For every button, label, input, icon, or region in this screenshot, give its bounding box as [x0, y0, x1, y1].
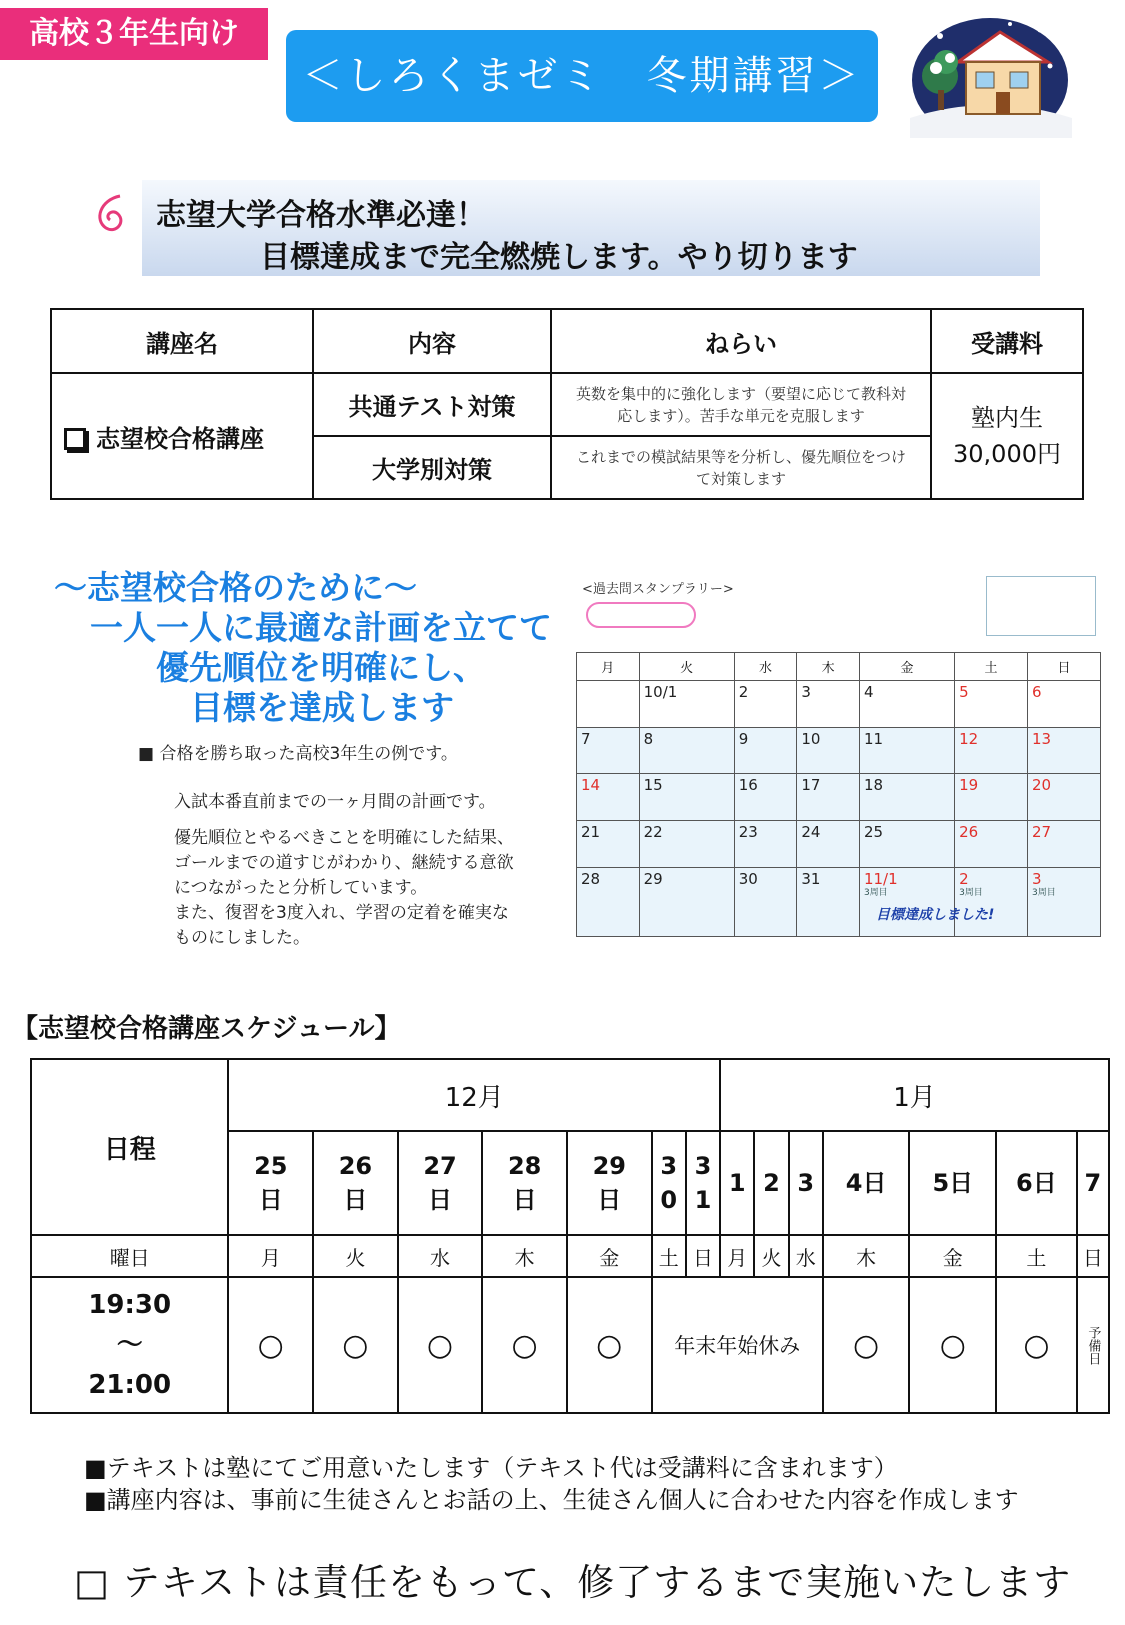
cal-day: 17: [797, 774, 860, 821]
slogan-line2: 目標達成まで完全燃焼します。やり切ります: [260, 240, 858, 275]
pitch-line4: 目標を達成します: [190, 688, 454, 727]
cal-day: 22: [639, 821, 734, 868]
cal-day: 3 3周目: [1028, 867, 1101, 936]
cal-day: 5: [955, 681, 1028, 728]
cal-day: 6: [1028, 681, 1101, 728]
snow-house-illustration: [900, 6, 1080, 138]
schedule-table: [30, 1058, 1110, 1414]
month-january: 1月: [720, 1059, 1109, 1131]
date-cell: 5日: [909, 1131, 996, 1235]
cal-weekday: 水: [734, 653, 797, 681]
cal-day: 2 3周目: [955, 867, 1028, 936]
example-bullet: ■ 合格を勝ち取った高校3年生の例です。: [138, 744, 458, 764]
cal-day: 20: [1028, 774, 1101, 821]
date-cell: 26 日: [313, 1131, 398, 1235]
cal-weekday: 日: [1028, 653, 1101, 681]
slogan-banner: [142, 180, 1040, 276]
weekday-cell: 水: [789, 1235, 823, 1277]
calendar-heading: <過去問スタンプラリー>: [582, 582, 734, 597]
cal-day: 15: [639, 774, 734, 821]
reserve-day-cell: 予備日: [1077, 1277, 1109, 1413]
holiday-cell: 年末年始休み: [652, 1277, 823, 1413]
session-mark: ○: [398, 1277, 483, 1413]
session-mark: ○: [996, 1277, 1077, 1413]
example-p1: 入試本番直前までの一ヶ月間の計画です。: [174, 792, 496, 812]
sticky-note: [986, 576, 1096, 636]
weekday-cell: 木: [823, 1235, 910, 1277]
content-university: 大学別対策: [313, 436, 551, 499]
handwritten-achievement: 目標達成しました!: [876, 907, 995, 923]
class-time: 19:30 ～ 21:00: [31, 1277, 228, 1413]
session-mark: ○: [823, 1277, 910, 1413]
session-mark: ○: [228, 1277, 313, 1413]
cal-day: 24: [797, 821, 860, 868]
date-cell: 7: [1077, 1131, 1109, 1235]
date-cell: 25 日: [228, 1131, 313, 1235]
cal-day: 14: [577, 774, 640, 821]
cal-weekday: 月: [577, 653, 640, 681]
course-name-cell: [51, 373, 313, 499]
date-cell: 3 0: [652, 1131, 686, 1235]
session-mark: ○: [313, 1277, 398, 1413]
cal-day: 21: [577, 821, 640, 868]
col-header-aim: ねらい: [551, 309, 931, 373]
date-cell: 28 日: [482, 1131, 567, 1235]
weekday-cell: 日: [686, 1235, 720, 1277]
pitch-line3: 優先順位を明確にし、: [156, 648, 486, 687]
weekday-cell: 金: [567, 1235, 652, 1277]
cal-day: 29: [639, 867, 734, 936]
month-december: 12月: [228, 1059, 720, 1131]
date-cell: 6日: [996, 1131, 1077, 1235]
fee-cell: [931, 373, 1083, 499]
weekday-cell: 火: [754, 1235, 788, 1277]
example-p2c: につながったと分析しています。: [174, 878, 428, 898]
example-p3b: ものにしました。: [174, 928, 310, 948]
weekday-cell: 月: [720, 1235, 754, 1277]
weekday-cell: 木: [482, 1235, 567, 1277]
session-mark: ○: [567, 1277, 652, 1413]
cal-day: 30: [734, 867, 797, 936]
date-cell: 3: [789, 1131, 823, 1235]
checkbox-icon: [64, 428, 86, 450]
fee-label: 塾内生: [971, 404, 1043, 432]
cal-day: 7: [577, 727, 640, 774]
cal-day: 10: [797, 727, 860, 774]
cal-day: 3: [797, 681, 860, 728]
session-mark: ○: [909, 1277, 996, 1413]
example-p2b: ゴールまでの道すじがわかり、継続する意欲: [174, 853, 514, 873]
cal-day: 9: [734, 727, 797, 774]
cal-day: [577, 681, 640, 728]
cal-day: 31: [797, 867, 860, 936]
weekday-cell: 水: [398, 1235, 483, 1277]
weekday-cell: 金: [909, 1235, 996, 1277]
slogan-line1: 志望大学合格水準必達！: [156, 198, 486, 233]
cal-day: 19: [955, 774, 1028, 821]
aim-common-test: 英数を集中的に強化します（要望に応じて教科対応します）。苦手な単元を克服します: [551, 373, 931, 436]
date-cell: 3 1: [686, 1131, 720, 1235]
cal-day: 12: [955, 727, 1028, 774]
weekday-cell: 日: [1077, 1235, 1109, 1277]
swirl-icon: [90, 190, 134, 234]
date-cell: 2: [754, 1131, 788, 1235]
weekday-cell: 土: [652, 1235, 686, 1277]
weekday-label: 曜日: [31, 1235, 228, 1277]
cal-weekday: 木: [797, 653, 860, 681]
cal-day: 4: [859, 681, 954, 728]
cal-day: 25: [859, 821, 954, 868]
cal-weekday: 金: [859, 653, 954, 681]
name-stamp-ovals: [586, 602, 696, 628]
course-name: 志望校合格講座: [96, 424, 264, 453]
example-p2a: 優先順位とやるべきことを明確にした結果、: [174, 828, 514, 848]
date-cell: 1: [720, 1131, 754, 1235]
grade-tag: 高校３年生向け: [0, 8, 268, 60]
pitch-line2: 一人一人に最適な計画を立てて: [90, 608, 552, 647]
course-table: [50, 308, 1084, 500]
content-common-test: 共通テスト対策: [313, 373, 551, 436]
aim-university: これまでの模試結果等を分析し、優先順位をつけて対策します: [551, 436, 931, 499]
calendar-header: [576, 572, 1101, 652]
cal-day: 11/1 3周目: [859, 867, 954, 936]
cal-day: 11: [859, 727, 954, 774]
cal-day: 13: [1028, 727, 1101, 774]
pitch-line1: ～志望校合格のために～: [54, 568, 417, 607]
cal-day: 10/1: [639, 681, 734, 728]
schedule-label: 日程: [31, 1059, 228, 1235]
cal-day: 23: [734, 821, 797, 868]
cal-weekday: 火: [639, 653, 734, 681]
weekday-cell: 月: [228, 1235, 313, 1277]
page-title: ＜しろくまゼミ 冬期講習＞: [286, 30, 878, 122]
cal-day: 16: [734, 774, 797, 821]
col-header-fee: 受講料: [931, 309, 1083, 373]
cal-day: 8: [639, 727, 734, 774]
footnote-2: ■講座内容は、事前に生徒さんとお話の上、生徒さん個人に合わせた内容を作成します: [84, 1486, 1019, 1514]
example-p3a: また、復習を3度入れ、学習の定着を確実な: [174, 903, 509, 923]
cal-day: 2: [734, 681, 797, 728]
session-mark: ○: [482, 1277, 567, 1413]
cal-day: 28: [577, 867, 640, 936]
schedule-title: 【志望校合格講座スケジュール】: [12, 1014, 401, 1044]
cal-day: 27: [1028, 821, 1101, 868]
study-calendar-image: [576, 572, 1101, 947]
promise-statement: □ テキストは責任をもって、修了するまで実施いたします: [74, 1561, 1072, 1604]
date-cell: 29 日: [567, 1131, 652, 1235]
date-cell: 27 日: [398, 1131, 483, 1235]
weekday-cell: 土: [996, 1235, 1077, 1277]
cal-weekday: 土: [955, 653, 1028, 681]
cal-day: 26: [955, 821, 1028, 868]
weekday-cell: 火: [313, 1235, 398, 1277]
col-header-content: 内容: [313, 309, 551, 373]
footnote-1: ■テキストは塾にてご用意いたします（テキスト代は受講料に含まれます）: [84, 1454, 898, 1482]
calendar-grid: [576, 652, 1101, 937]
fee-amount: 30,000円: [953, 440, 1061, 468]
cal-day: 18: [859, 774, 954, 821]
date-cell: 4日: [823, 1131, 910, 1235]
col-header-course: 講座名: [51, 309, 313, 373]
